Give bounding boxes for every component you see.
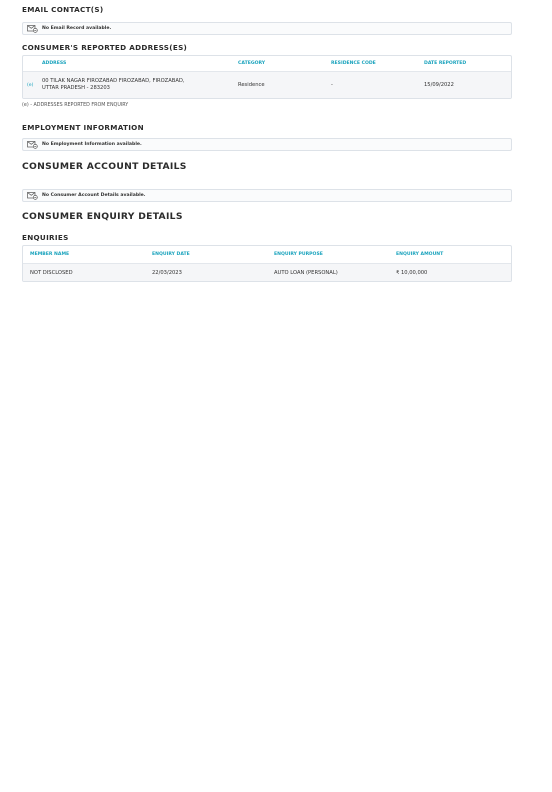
no-record-icon [27,140,38,149]
addresses-table [22,55,512,99]
email-contacts-title: EMAIL CONTACT(S) [22,5,104,14]
table-row [23,72,511,98]
enquiries-subtitle: ENQUIRIES [22,233,69,242]
date-reported-cell: 15/09/2022 [424,82,454,88]
employment-empty-box [22,138,512,151]
table-row [23,264,511,281]
column-header-residence-code: RESIDENCE CODE [331,61,376,66]
column-header-category: CATEGORY [238,61,266,66]
no-record-icon [27,191,38,200]
addresses-title: CONSUMER'S REPORTED ADDRESS(ES) [22,43,188,52]
enquiry-amount-cell: ₹ 10,00,000 [396,269,428,276]
enquiries-table [22,245,512,282]
column-header-enquiry-date: ENQUIRY DATE [152,252,190,257]
addresses-footnote: (e) - ADDRESSES REPORTED FROM ENQUIRY [22,103,129,108]
column-header-enquiry-amount: ENQUIRY AMOUNT [396,252,444,257]
employment-empty-message: No Employment Information available. [42,142,142,147]
employment-title: EMPLOYMENT INFORMATION [22,123,144,132]
column-header-enquiry-purpose: ENQUIRY PURPOSE [274,252,323,257]
account-empty-box [22,189,512,202]
column-header-member-name: MEMBER NAME [30,252,70,257]
enquiry-date-cell: 22/03/2023 [152,269,182,276]
enquiry-purpose-cell: AUTO LOAN (PERSONAL) [274,269,338,276]
column-header-date-reported: DATE REPORTED [424,61,467,66]
account-details-title: CONSUMER ACCOUNT DETAILS [22,161,187,172]
category-cell: Residence [238,82,265,88]
account-empty-message: No Consumer Account Details available. [42,193,146,198]
enquiry-marker: (e) [27,82,34,88]
no-record-icon [27,24,38,33]
address-line-1: 00 TILAK NAGAR FIROZABAD FIROZABAD, FIROZABAD, [42,77,185,84]
member-name-cell: NOT DISCLOSED [30,269,73,276]
email-empty-message: No Email Record available. [42,26,112,31]
address-line-2: UTTAR PRADESH - 283203 [42,85,110,91]
enquiries-table-header [23,246,511,264]
residence-code-cell: - [331,82,333,88]
email-empty-box [22,22,512,35]
email-contacts-section [22,5,512,14]
address-cell [42,78,238,93]
addresses-table-header [23,56,511,72]
column-header-address: ADDRESS [42,61,67,66]
enquiry-details-title: CONSUMER ENQUIRY DETAILS [22,211,183,222]
